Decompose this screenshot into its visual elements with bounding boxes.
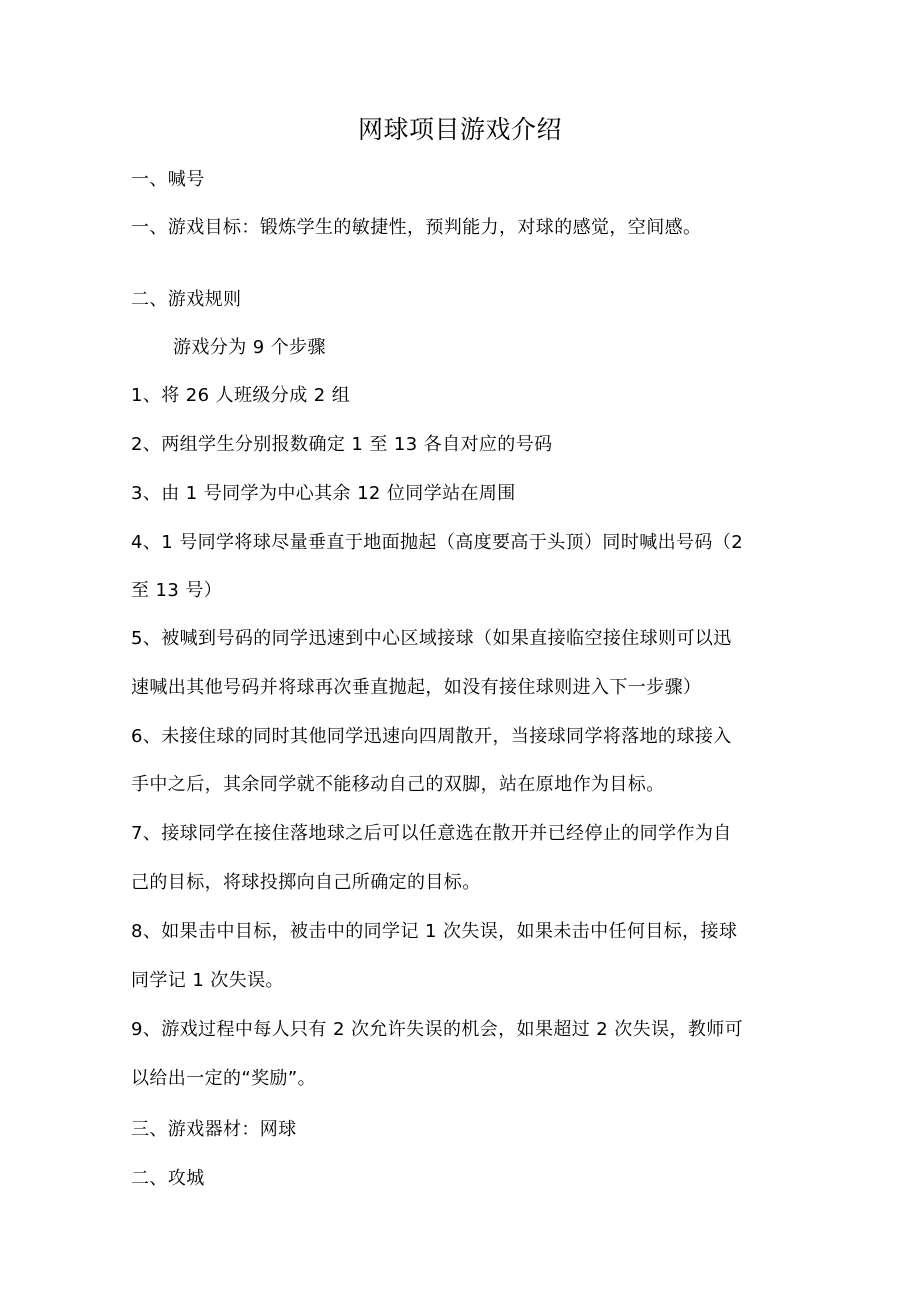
rule-step-9-line-2: 以给出一定的“奖励”。 xyxy=(131,1068,317,1089)
rule-step-6-line-1: 6、未接住球的同时其他同学迅速向四周散开，当接球同学将落地的球接入 xyxy=(131,726,732,747)
rule-step-7-line-2: 己的目标，将球投掷向自己所确定的目标。 xyxy=(131,872,481,893)
document-title: 网球项目游戏介绍 xyxy=(357,115,562,144)
rule-step-5-line-1: 5、被喊到号码的同学迅速到中心区域接球（如果直接临空接住球则可以迅 xyxy=(131,628,732,649)
section-heading-game-rules: 二、游戏规则 xyxy=(131,289,242,310)
section-heading-siege: 二、攻城 xyxy=(131,1168,205,1189)
rule-step-5-line-2: 速喊出其他号码并将球再次垂直抛起，如没有接住球则进入下一步骤） xyxy=(131,677,702,698)
game-objective: 一、游戏目标：锻炼学生的敏捷性，预判能力，对球的感觉，空间感。 xyxy=(131,217,702,238)
rule-step-6-line-2: 手中之后，其余同学就不能移动自己的双脚，站在原地作为目标。 xyxy=(131,774,665,795)
section-heading-shout-number: 一、喊号 xyxy=(131,169,205,190)
steps-intro: 游戏分为 9 个步骤 xyxy=(173,337,326,358)
rule-step-4-line-2: 至 13 号） xyxy=(131,580,223,601)
rule-step-8-line-2: 同学记 1 次失误。 xyxy=(131,970,284,991)
rule-step-8-line-1: 8、如果击中目标，被击中的同学记 1 次失误，如果未击中任何目标，接球 xyxy=(131,921,738,942)
rule-step-1: 1、将 26 人班级分成 2 组 xyxy=(131,385,351,406)
rule-step-4-line-1: 4、1 号同学将球尽量垂直于地面抛起（高度要高于头顶）同时喊出号码（2 xyxy=(131,532,744,553)
rule-step-9-line-1: 9、游戏过程中每人只有 2 次允许失误的机会，如果超过 2 次失误，教师可 xyxy=(131,1019,744,1040)
rule-step-7-line-1: 7、接球同学在接住落地球之后可以任意选在散开并已经停止的同学作为自 xyxy=(131,823,732,844)
game-equipment: 三、游戏器材：网球 xyxy=(131,1119,297,1140)
rule-step-3: 3、由 1 号同学为中心其余 12 位同学站在周围 xyxy=(131,483,516,504)
rule-step-2: 2、两组学生分别报数确定 1 至 13 各自对应的号码 xyxy=(131,434,553,455)
